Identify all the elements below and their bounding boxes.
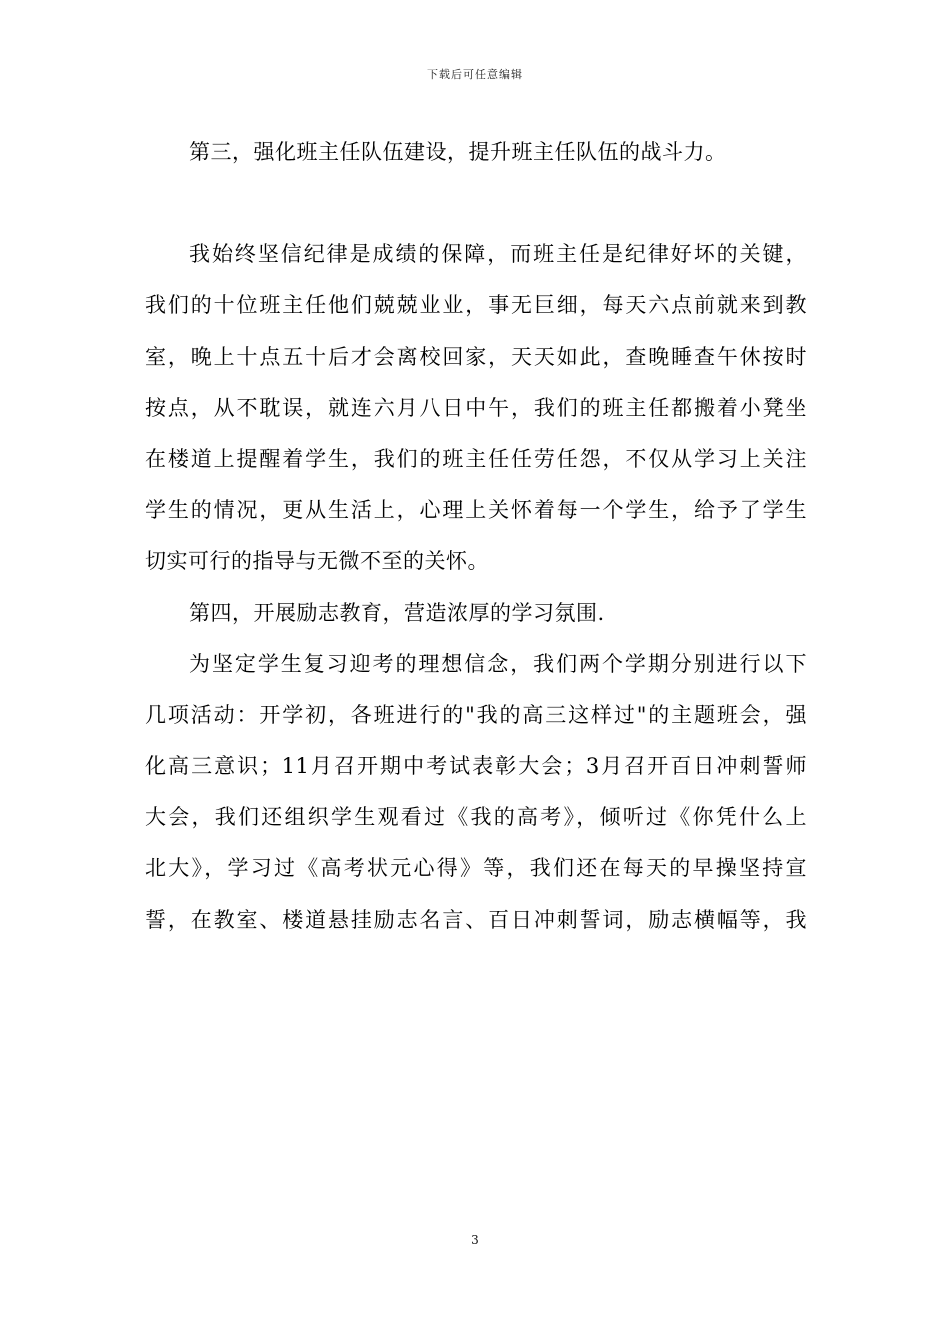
text-line: 化高三意识；11月召开期中考试表彰大会；3月召开百日冲刺誓师	[145, 754, 807, 779]
text-line: 几项活动：开学初，各班进行的"我的高三这样过"的主题班会，强	[145, 702, 807, 727]
text-line: 室，晚上十点五十后才会离校回家，天天如此，查晚睡查午休按时	[145, 344, 807, 369]
body-text	[145, 127, 807, 946]
paragraph-heading-4: 第四，开展励志教育，营造浓厚的学习氛围.	[189, 600, 605, 625]
text-line: 为坚定学生复习迎考的理想信念，我们两个学期分别进行以下	[189, 651, 807, 676]
paragraph-heading-3: 第三，强化班主任队伍建设，提升班主任队伍的战斗力。	[189, 140, 727, 164]
text-line: 北大》，学习过《高考状元心得》等，我们还在每天的早操坚持宣	[145, 856, 807, 881]
page-number: 3	[471, 1233, 479, 1247]
paragraph-spacer	[145, 178, 807, 229]
text-line: 我始终坚信纪律是成绩的保障，而班主任是纪律好坏的关键，	[189, 242, 807, 267]
text-line: 在楼道上提醒着学生，我们的班主任任劳任怨，不仅从学习上关注	[145, 446, 807, 471]
text-line: 大会，我们还组织学生观看过《我的高考》，倾听过《你凭什么上	[145, 805, 807, 830]
text-line: 誓，在教室、楼道悬挂励志名言、百日冲刺誓词，励志横幅等，我	[145, 907, 807, 932]
text-line: 学生的情况，更从生活上，心理上关怀着每一个学生，给予了学生	[145, 498, 807, 523]
text-line: 切实可行的指导与无微不至的关怀。	[145, 549, 489, 574]
text-line: 按点，从不耽误，就连六月八日中午，我们的班主任都搬着小凳坐	[145, 395, 807, 420]
text-line: 我们的十位班主任他们兢兢业业，事无巨细，每天六点前就来到教	[145, 293, 807, 318]
page-header: 下载后可任意编辑	[427, 68, 523, 81]
